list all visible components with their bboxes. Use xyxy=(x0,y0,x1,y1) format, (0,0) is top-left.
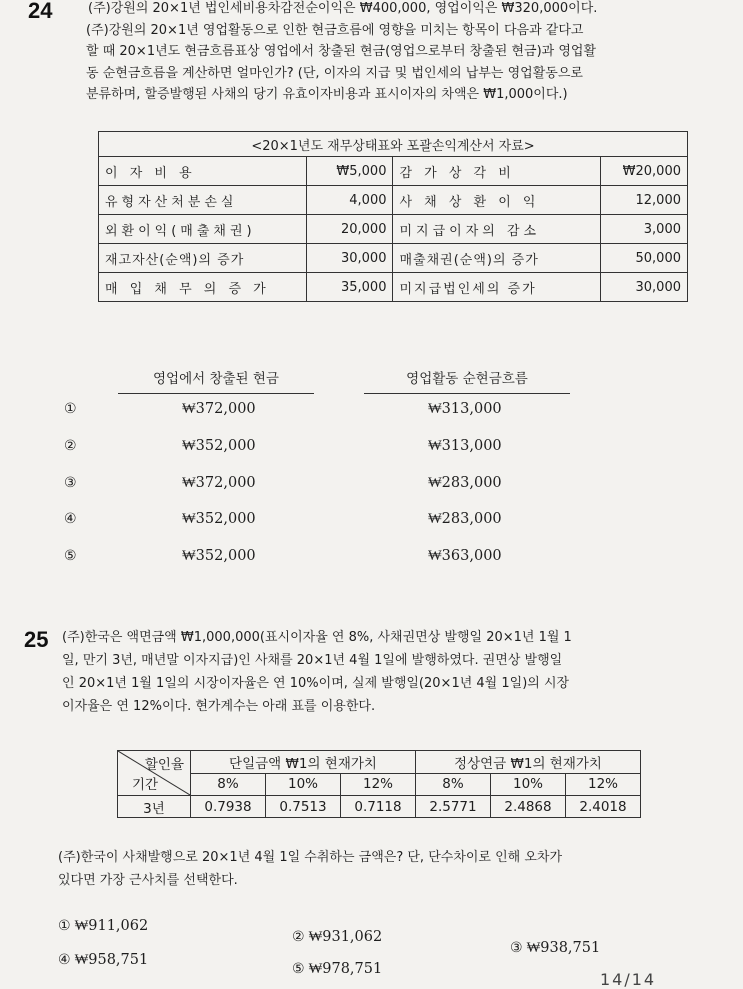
answer-option-2[interactable] xyxy=(292,929,382,946)
row-value: ₩20,000 xyxy=(601,157,688,186)
answer-option-4[interactable] xyxy=(64,511,564,537)
pv-value: 2.5771 xyxy=(416,796,491,818)
question-25-number: 25 xyxy=(24,627,49,652)
row-label: 사 채 상 환 이 익 xyxy=(393,186,601,215)
option-value-operating: ₩372,000 xyxy=(182,401,256,417)
row-value: 50,000 xyxy=(601,244,688,273)
financial-data-table xyxy=(98,131,688,302)
option-value-net: ₩283,000 xyxy=(428,475,502,491)
option-marker: ① xyxy=(64,401,77,417)
row-label: 외환이익(매출채권) xyxy=(99,215,307,244)
table-row xyxy=(99,273,688,302)
row-value: 20,000 xyxy=(306,215,393,244)
pv-value: 0.7118 xyxy=(341,796,416,818)
column-header-net-operating-cash: 영업활동 순현금흐름 xyxy=(364,367,570,394)
option-value-operating: ₩352,000 xyxy=(182,438,256,454)
pv-value: 2.4868 xyxy=(491,796,566,818)
option-marker: ⑤ xyxy=(292,961,305,977)
row-label: 매출채권(순액)의 증가 xyxy=(393,244,601,273)
table-caption: <20×1년도 재무상태표와 포괄손익계산서 자료> xyxy=(99,132,688,157)
option-marker: ③ xyxy=(64,475,77,491)
row-value: 30,000 xyxy=(306,244,393,273)
row-value: ₩5,000 xyxy=(306,157,393,186)
q25-line-2: 일, 만기 3년, 매년말 이자지급)인 사채를 20×1년 4월 1일에 발행하였다. 권면상 발행일 xyxy=(62,653,563,668)
option-value-net: ₩313,000 xyxy=(428,438,502,454)
pv-value: 2.4018 xyxy=(566,796,641,818)
q25-question-line-2: 있다면 가장 근사치를 선택한다. xyxy=(58,873,238,888)
rate-header: 10% xyxy=(491,773,566,796)
option-value-operating: ₩352,000 xyxy=(182,511,256,527)
option-marker: ③ xyxy=(510,940,523,956)
option-value: ₩931,062 xyxy=(308,929,383,945)
table-row xyxy=(99,244,688,273)
option-marker: ② xyxy=(64,438,77,454)
option-marker: ① xyxy=(58,918,71,934)
option-value: ₩978,751 xyxy=(308,961,383,977)
option-marker: ④ xyxy=(58,952,71,968)
row-label: 감 가 상 각 비 xyxy=(393,157,601,186)
answer-option-3[interactable] xyxy=(64,475,564,501)
table-row xyxy=(99,215,688,244)
q25-line-4: 이자율은 연 12%이다. 현가계수는 아래 표를 이용한다. xyxy=(62,699,376,714)
option-value-net: ₩313,000 xyxy=(428,401,502,417)
option-marker: ⑤ xyxy=(64,548,77,564)
answer-option-2[interactable] xyxy=(64,438,564,464)
group-header-single: 단일금액 ₩1의 현재가치 xyxy=(191,751,416,774)
rate-header: 12% xyxy=(341,773,416,796)
rate-header: 12% xyxy=(566,773,641,796)
row-label: 미지급법인세의 증가 xyxy=(393,273,601,302)
rate-header: 10% xyxy=(266,773,341,796)
pv-value: 0.7513 xyxy=(266,796,341,818)
row-label: 이 자 비 용 xyxy=(99,157,307,186)
option-value-operating: ₩372,000 xyxy=(182,475,256,491)
q25-line-3: 인 20×1년 1월 1일의 시장이자율은 연 10%이며, 실제 발행일(20×1년 4월 1일)의 시장 xyxy=(62,676,570,691)
q25-question-line-1: (주)한국이 사채발행으로 20×1년 4월 1일 수취하는 금액은? 단, 단수차이로 인해 오차가 xyxy=(58,850,563,865)
row-label: 재고자산(순액)의 증가 xyxy=(99,244,307,273)
option-value-net: ₩363,000 xyxy=(428,548,502,564)
option-value: ₩958,751 xyxy=(74,952,149,968)
period-label: 3년 xyxy=(118,796,191,818)
page-number: 14/14 xyxy=(600,970,657,989)
row-label: 매 입 채 무 의 증 가 xyxy=(99,273,307,302)
row-value: 12,000 xyxy=(601,186,688,215)
question-25-text xyxy=(62,626,712,718)
q24-line-5: 분류하며, 할증발행된 사채의 당기 유효이자비용과 표시이자의 차액은 ₩1,000이다.) xyxy=(86,87,568,102)
option-value-operating: ₩352,000 xyxy=(182,548,256,564)
q25-line-1: (주)한국은 액면금액 ₩1,000,000(표시이자율 연 8%, 사채권면상 발행일 20×1년 1월 1 xyxy=(62,630,572,645)
row-value: 4,000 xyxy=(306,186,393,215)
answer-option-5[interactable] xyxy=(292,961,382,978)
column-header-operating-cash: 영업에서 창출된 현금 xyxy=(118,367,314,394)
option-value: ₩938,751 xyxy=(526,940,601,956)
question-24-text xyxy=(86,0,706,106)
answer-option-1[interactable] xyxy=(58,918,148,935)
q24-line-2: (주)강원의 20×1년 영업활동으로 인한 현금흐름에 영향을 미치는 항목이 다음과 같다고 xyxy=(86,22,584,38)
row-label: 미지급이자의 감소 xyxy=(393,215,601,244)
rate-header: 8% xyxy=(416,773,491,796)
group-header-annuity: 정상연금 ₩1의 현재가치 xyxy=(416,751,641,774)
table-row xyxy=(99,186,688,215)
q24-line-4: 동 순현금흐름을 계산하면 얼마인가? (단, 이자의 지급 및 법인세의 납부는 영업활동으로 xyxy=(86,65,583,81)
question-24-number: 24 xyxy=(28,0,53,23)
option-value: ₩911,062 xyxy=(74,918,149,934)
table-corner-cell xyxy=(118,751,191,796)
question-25-prompt xyxy=(58,846,718,892)
row-value: 30,000 xyxy=(601,273,688,302)
rate-header: 8% xyxy=(191,773,266,796)
row-value: 35,000 xyxy=(306,273,393,302)
q24-line-3: 할 때 20×1년도 현금흐름표상 영업에서 창출된 현금(영업으로부터 창출된 현금)과 영업활 xyxy=(86,44,597,59)
corner-label-rate: 할인율 xyxy=(144,757,184,773)
answer-option-5[interactable] xyxy=(64,548,564,574)
answer-option-4[interactable] xyxy=(58,952,148,969)
option-marker: ④ xyxy=(64,511,77,527)
row-value: 3,000 xyxy=(601,215,688,244)
q24-line-1: (주)강원의 20×1년 법인세비용차감전순이익은 ₩400,000, 영업이익은 ₩320,000이다. xyxy=(88,1,598,16)
pv-value: 0.7938 xyxy=(191,796,266,818)
table-row xyxy=(99,157,688,186)
table-row xyxy=(118,796,641,818)
corner-label-period: 기간 xyxy=(132,777,159,793)
option-value-net: ₩283,000 xyxy=(428,511,502,527)
present-value-table xyxy=(117,750,641,818)
option-marker: ② xyxy=(292,929,305,945)
row-label: 유형자산처분손실 xyxy=(99,186,307,215)
answer-option-1[interactable] xyxy=(64,401,564,427)
answer-option-3[interactable] xyxy=(510,940,600,957)
